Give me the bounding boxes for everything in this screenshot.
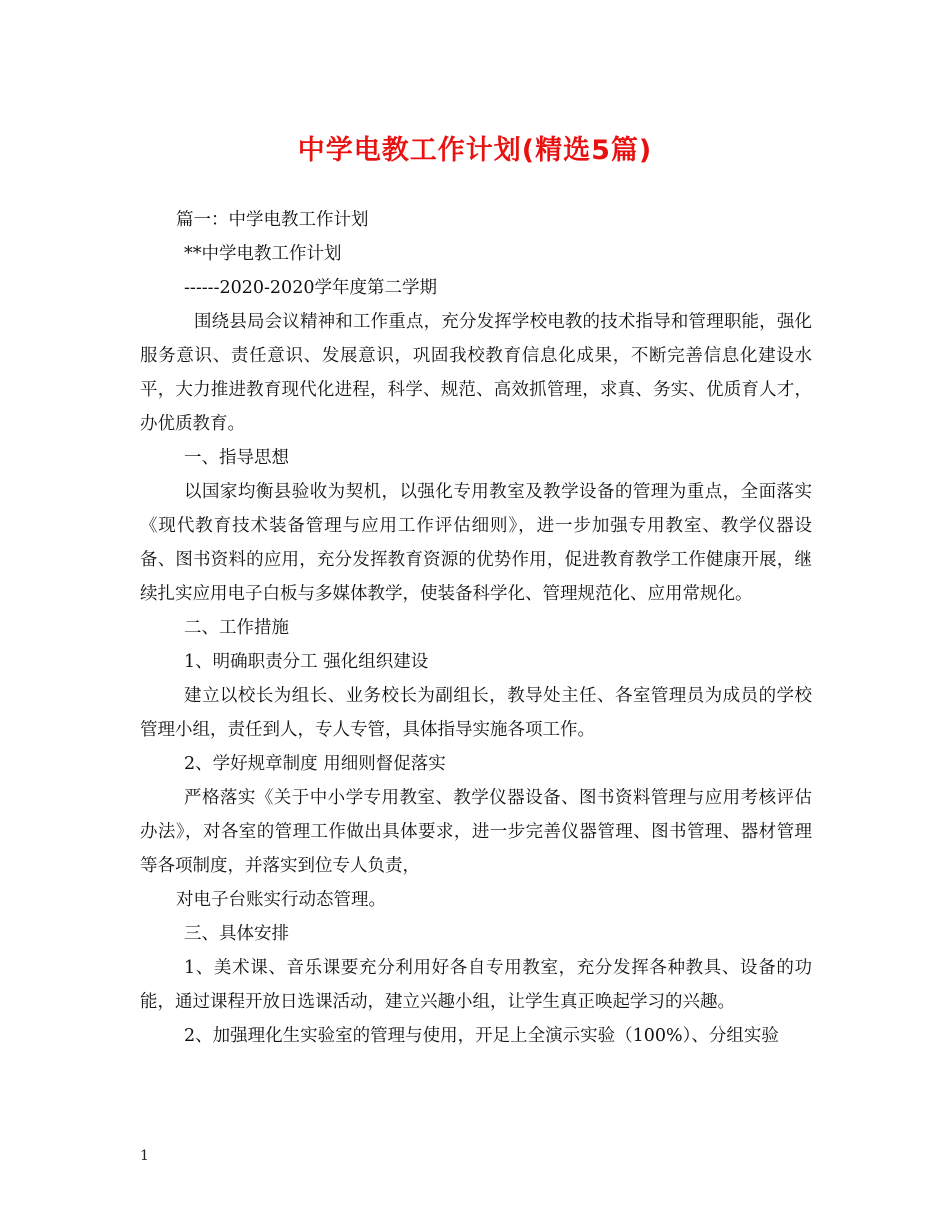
paragraph-arrangement-2: 2、加强理化生实验室的管理与使用，开足上全演示实验（100%）、分组实验 (184, 1026, 779, 1046)
document-title: 中学电教工作计划(精选5篇) (297, 135, 653, 166)
subheading-responsibilities: 1、明确职责分工 强化组织建设 (184, 652, 429, 672)
subheading-regulations: 2、学好规章制度 用细则督促落实 (184, 754, 446, 774)
section-heading-arrangements: 三、具体安排 (184, 924, 289, 944)
paragraph-responsibilities: 建立以校长为组长、业务校长为副组长，教导处主任、各室管理员为成员的学校管理小组，责任到人，专人专管，具体指导实施各项工作。 (140, 686, 812, 740)
page-number: 1 (140, 1148, 149, 1164)
section-heading-guiding-thought: 一、指导思想 (184, 448, 289, 468)
section-heading-work-measures: 二、工作措施 (184, 618, 289, 638)
paragraph-intro: 围绕县局会议精神和工作重点，充分发挥学校电教的技术指导和管理职能，强化服务意识、责任意识、发展意识，巩固我校教育信息化成果，不断完善信息化建设水平，大力推进教育现代化进程，科学、规范、高效抓管理，求真、务实、优质育人才，办优质教育。 (140, 312, 812, 434)
paragraph-semester: ------2020-2020学年度第二学期 (184, 278, 437, 298)
paragraph-plan-title: **中学电教工作计划 (184, 244, 342, 264)
paragraph-chapter-heading: 篇一：中学电教工作计划 (176, 210, 369, 230)
paragraph-ledger: 对电子台账实行动态管理。 (176, 890, 386, 910)
paragraph-regulations: 严格落实《关于中小学专用教室、教学仪器设备、图书资料管理与应用考核评估办法》，对各室的管理工作做出具体要求，进一步完善仪器管理、图书管理、器材管理等各项制度，并落实到位专人负责， (140, 788, 812, 876)
document-body (140, 203, 812, 1053)
paragraph-guiding-thought: 以国家均衡县验收为契机，以强化专用教室及教学设备的管理为重点，全面落实《现代教育技术装备管理与应用工作评估细则》，进一步加强专用教室、教学仪器设备、图书资料的应用，充分发挥教育资源的优势作用，促进教育教学工作健康开展，继续扎实应用电子白板与多媒体教学，使装备科学化、管理规范化、应用常规化。 (140, 482, 812, 604)
paragraph-arrangement-1: 1、美术课、音乐课要充分利用好各自专用教室，充分发挥各种教具、设备的功能，通过课程开放日选课活动，建立兴趣小组，让学生真正唤起学习的兴趣。 (140, 958, 812, 1012)
